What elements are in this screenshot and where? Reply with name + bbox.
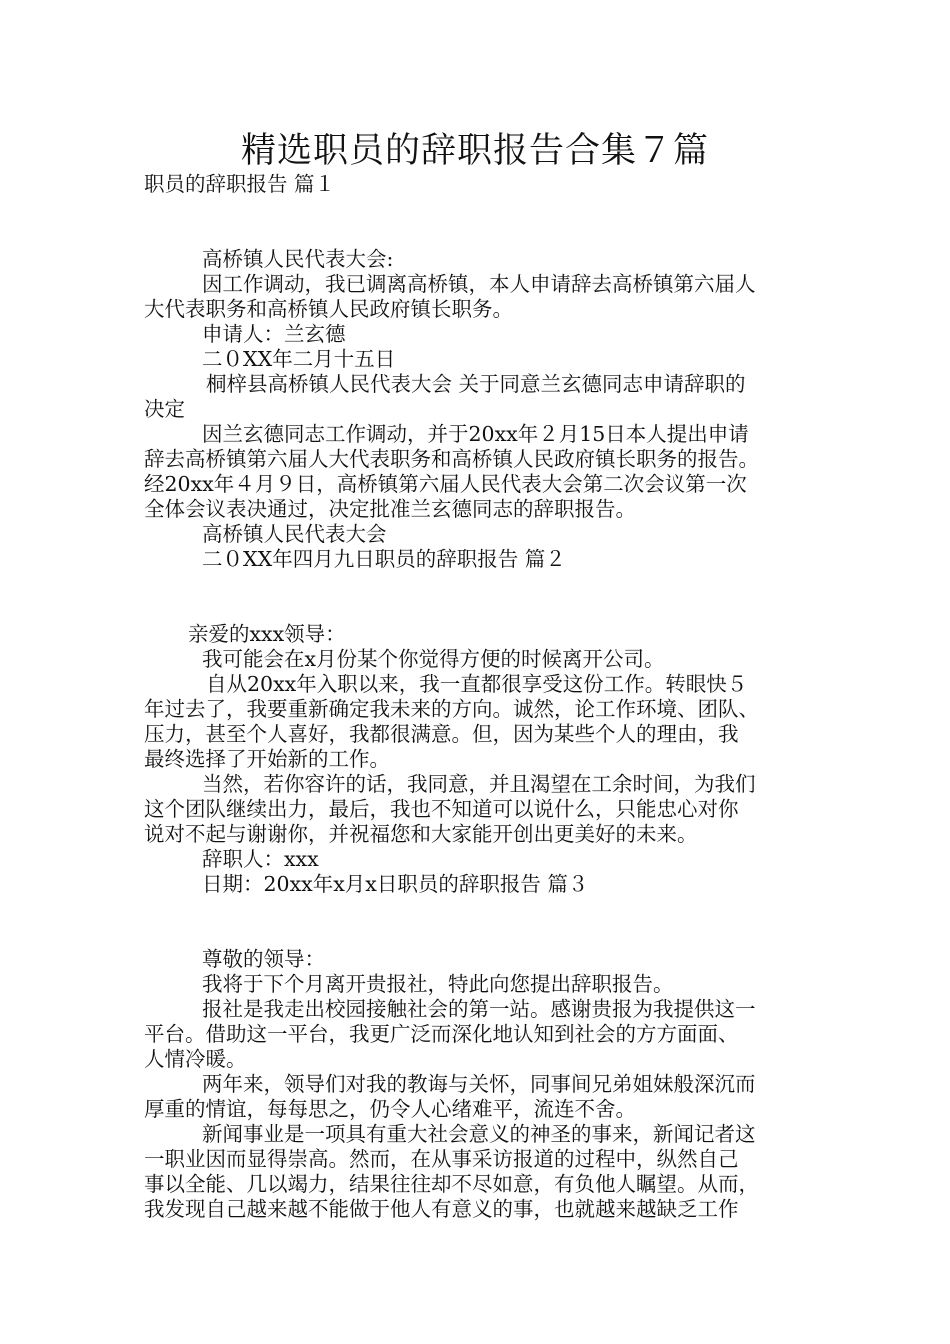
paragraph-line: 辞去高桥镇第六届人大代表职务和高桥镇人民政府镇长职务的报告。 — [144, 447, 759, 471]
paragraph-line: 压力，甚至个人喜好，我都很满意。但，因为某些个人的理由，我 — [144, 722, 739, 746]
blank-space — [144, 897, 819, 947]
blank-space — [144, 572, 819, 622]
paragraph-line: 自从20xx年入职以来，我一直都很享受这份工作。转眼快５ — [206, 672, 748, 696]
paragraph-line: 说对不起与谢谢你，并祝福您和大家能开创出更美好的未来。 — [144, 822, 698, 846]
section-heading-2: 二０XX年四月九日职员的辞职报告 篇２ — [202, 547, 566, 571]
section-heading-1: 职员的辞职报告 篇１ — [144, 172, 336, 196]
paragraph-line: 平台。借助这一平台，我更广泛而深化地认知到社会的方方面面、 — [144, 1022, 739, 1046]
paragraph-line: 一职业因而显得崇高。然而，在从事采访报道的过程中，纵然自己 — [144, 1147, 739, 1171]
blank-space — [144, 197, 819, 247]
date-line: 二０XX年二月十五日 — [202, 347, 396, 371]
paragraph-line: 决定 — [144, 397, 185, 421]
paragraph-line: 我将于下个月离开贵报社，特此向您提出辞职报告。 — [202, 972, 674, 996]
paragraph-line: 我可能会在x月份某个你觉得方便的时候离开公司。 — [202, 647, 665, 671]
paragraph-line: 事以全能、几以竭力，结果往往却不尽如意，有负他人瞩望。从而， — [144, 1172, 759, 1196]
signature-line: 辞职人：xxx — [202, 847, 319, 871]
paragraph-line: 当然，若你容许的话，我同意，并且渴望在工余时间，为我们 — [202, 772, 756, 796]
paragraph-line: 年过去了，我要重新确定我未来的方向。诚然，论工作环境、团队、 — [144, 697, 759, 721]
paragraph-line: 人情冷暖。 — [144, 1047, 247, 1071]
section-heading-3: 日期：20xx年x月x日职员的辞职报告 篇３ — [202, 872, 589, 896]
signature-line: 高桥镇人民代表大会 — [202, 522, 387, 546]
salutation: 尊敬的领导： — [202, 947, 325, 971]
paragraph-line: 因兰玄德同志工作调动，并于20xx年２月15日本人提出申请 — [202, 422, 749, 446]
paragraph-line: 大代表职务和高桥镇人民政府镇长职务。 — [144, 297, 513, 321]
paragraph-line: 报社是我走出校园接触社会的第一站。感谢贵报为我提供这一 — [202, 997, 756, 1021]
document-body — [144, 172, 819, 1222]
paragraph-line: 桐梓县高桥镇人民代表大会 关于同意兰玄德同志申请辞职的 — [206, 372, 746, 396]
paragraph-line: 因工作调动，我已调离高桥镇，本人申请辞去高桥镇第六届人 — [202, 272, 756, 296]
paragraph-line: 最终选择了开始新的工作。 — [144, 747, 390, 771]
salutation: 亲爱的xxx领导： — [188, 622, 346, 646]
paragraph-line: 厚重的情谊，每每思之，仍令人心绪难平，流连不舍。 — [144, 1097, 636, 1121]
applicant-line: 申请人：兰玄德 — [202, 322, 346, 346]
paragraph-line: 我发现自己越来越不能做于他人有意义的事，也就越来越缺乏工作 — [144, 1197, 739, 1221]
salutation: 高桥镇人民代表大会: — [202, 247, 394, 271]
paragraph-line: 经20xx年４月９日，高桥镇第六届人民代表大会第二次会议第一次 — [144, 472, 747, 496]
paragraph-line: 新闻事业是一项具有重大社会意义的神圣的事来，新闻记者这 — [202, 1122, 756, 1146]
paragraph-line: 两年来，领导们对我的教诲与关怀，同事间兄弟姐妹般深沉而 — [202, 1072, 756, 1096]
document-title: 精选职员的辞职报告合集７篇 — [240, 131, 709, 171]
paragraph-line: 全体会议表决通过，决定批准兰玄德同志的辞职报告。 — [144, 497, 636, 521]
paragraph-line: 这个团队继续出力，最后，我也不知道可以说什么，只能忠心对你 — [144, 797, 739, 821]
